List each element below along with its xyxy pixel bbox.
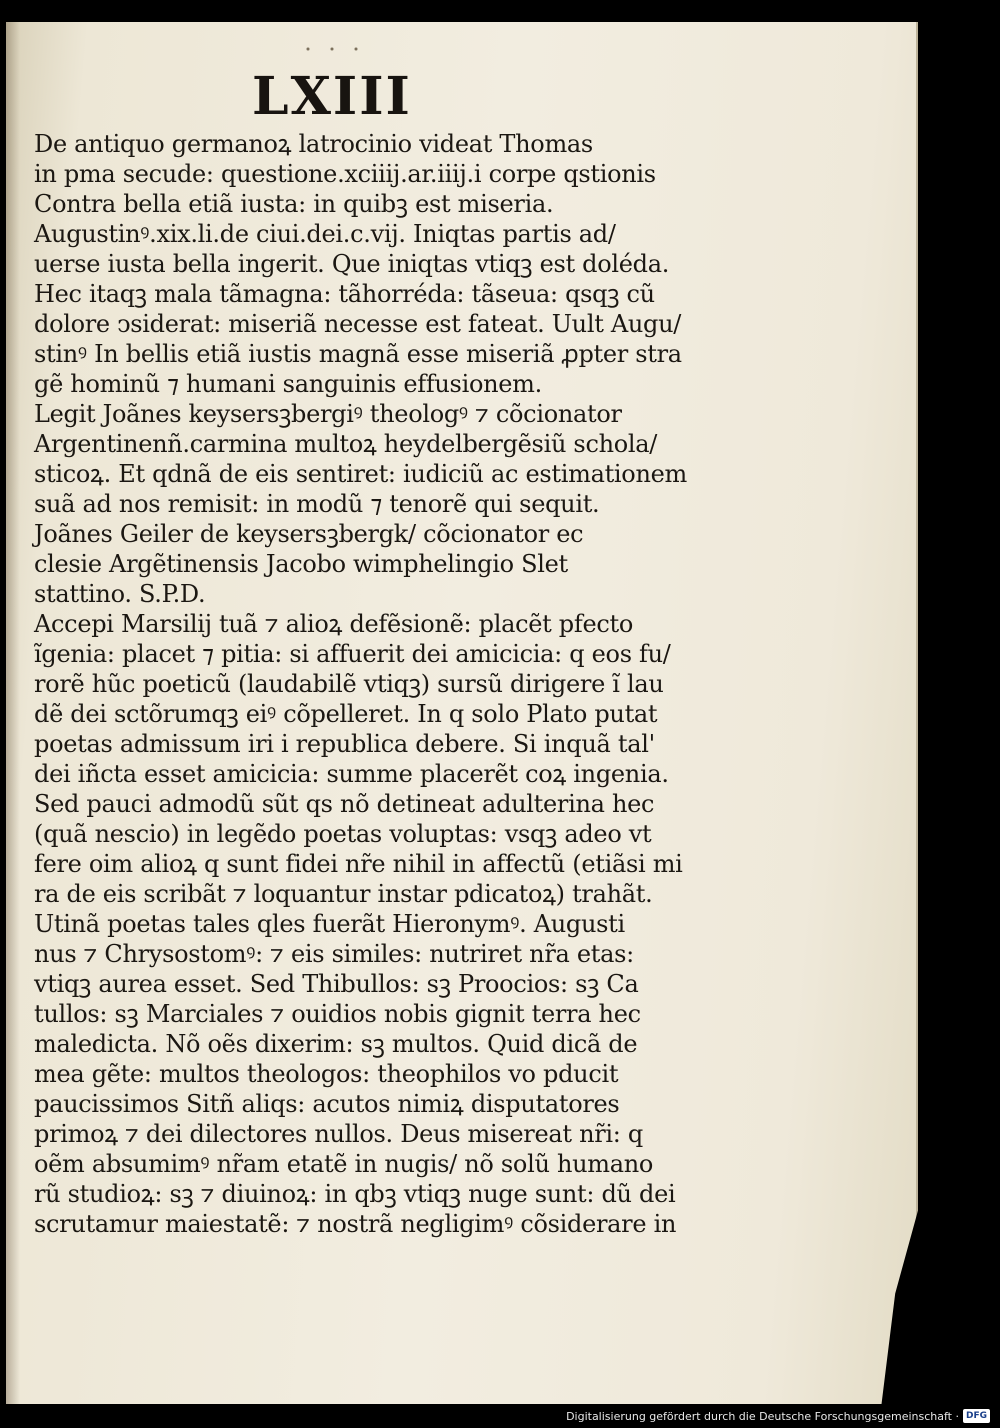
text-line: oẽm absumimꝰ nr̃am etatẽ in nugis/ nõ solũ humano	[34, 1150, 654, 1178]
text-line: tullos: sꝫ Marciales ⁊ ouidios nobis gignit terra hec	[34, 1000, 641, 1028]
text-line: suã ad nos remisit: in modũ ⁊ tenorẽ qui sequit.	[34, 490, 600, 518]
text-line: Hec itaqꝫ mala tãmagna: tãhorréda: tãseua: qsqꝫ cũ	[34, 280, 655, 308]
text-line: fere oim alioꝝ q sunt fidei nr̃e nihil in affectũ (etiãsi mi	[34, 850, 683, 878]
text-line: uerse iusta bella ingerit. Que iniqtas vtiqꝫ est doléda.	[34, 250, 670, 278]
text-line: rorẽ hũc poeticũ (laudabilẽ vtiqꝫ) sursũ dirigere ĩ lau	[34, 670, 664, 698]
text-line: paucissimos Sitñ aliqs: acutos nimiꝝ disputatores	[34, 1090, 620, 1118]
text-line: scrutamur maiestatẽ: ⁊ nostrã negligimꝰ cõsiderare in	[34, 1210, 677, 1238]
text-line: in pma secude: questione.xciiij.ar.iiij.i corpe qstionis	[34, 160, 656, 188]
text-line: ĩgenia: placet ⁊ pitia: si affuerit dei amicicia: q eos fu/	[34, 640, 671, 668]
text-line: dolore ↄsiderat: miseriã necesse est fateat. Uult Augu/	[34, 310, 682, 338]
text-line: Accepi Marsilij tuã ⁊ alioꝝ defẽsionẽ: placẽt pfecto	[34, 610, 633, 638]
text-line: Augustinꝰ.xix.li.de ciui.dei.c.vij. Iniqtas partis ad/	[34, 220, 616, 248]
page-gutter-shadow	[6, 22, 20, 1404]
text-line: Argentinenñ.carmina multoꝝ heydelbergẽsiũ schola/	[34, 430, 658, 458]
text-line: sticoꝝ. Et qdnã de eis sentiret: iudiciũ ac estimationem	[34, 460, 687, 488]
text-line: (quã nescio) in legẽdo poetas voluptas: vsqꝫ adeo vt	[34, 820, 652, 848]
text-line: Sed pauci admodũ sũt qs nõ detineat adulterina hec	[34, 790, 655, 818]
text-line: De antiquo germanoꝝ latrocinio videat Thomas	[34, 130, 593, 158]
text-line: poetas admissum iri i republica debere. Si inquã tal'	[34, 730, 655, 758]
text-line: nus ⁊ Chrysostomꝰ: ⁊ eis similes: nutriret nr̃a etas:	[34, 940, 634, 968]
text-line: Contra bella etiã iusta: in quibꝫ est miseria.	[34, 190, 554, 218]
text-line: maledicta. Nõ oẽs dixerim: sꝫ multos. Quid dicã de	[34, 1030, 638, 1058]
text-line: stattino. S.P.D.	[34, 580, 206, 608]
text-line: vtiqꝫ aurea esset. Sed Thibullos: sꝫ Proocios: sꝫ Ca	[34, 970, 639, 998]
credit-text: Digitalisierung gefördert durch die Deutsche Forschungsgemeinschaft ·	[566, 1409, 959, 1423]
digitization-credit	[566, 1408, 990, 1424]
text-line: dei iñcta esset amicicia: summe placerẽt coꝝ ingenia.	[34, 760, 669, 788]
text-line: Utinã poetas tales qles fuerãt Hieronymꝰ. Augusti	[34, 910, 625, 938]
text-line: mea gẽte: multos theologos: theophilos vo pducit	[34, 1060, 619, 1088]
text-line: gẽ hominũ ⁊ humani sanguinis effusionem.	[34, 370, 542, 398]
paper-specks	[300, 46, 380, 52]
text-line: dẽ dei sctõrumqꝫ eiꝰ cõpelleret. In q solo Plato putat	[34, 700, 658, 728]
text-line: primoꝝ ⁊ dei dilectores nullos. Deus misereat nr̃i: q	[34, 1120, 643, 1148]
text-line: ra de eis scribãt ⁊ loquantur instar pdicatoꝝ) trahãt.	[34, 880, 653, 908]
text-line: rũ studioꝝ: sꝫ ⁊ diuinoꝝ: in qbꝫ vtiqꝫ nuge sunt: dũ dei	[34, 1180, 676, 1208]
text-line: stinꝰ In bellis etiã iustis magnã esse miseriã ꝓpter stra	[34, 340, 682, 368]
folio-number: LXIII	[252, 66, 412, 127]
text-line: clesie Argẽtinensis Jacobo wimphelingio Slet	[34, 550, 568, 578]
text-line: Legit Joãnes keysersꝫbergiꝰ theologꝰ ⁊ cõcionator	[34, 400, 622, 428]
dfg-logo-icon: DFG	[963, 1409, 990, 1423]
text-line: Joãnes Geiler de keysersꝫbergk/ cõcionator ec	[34, 520, 584, 548]
